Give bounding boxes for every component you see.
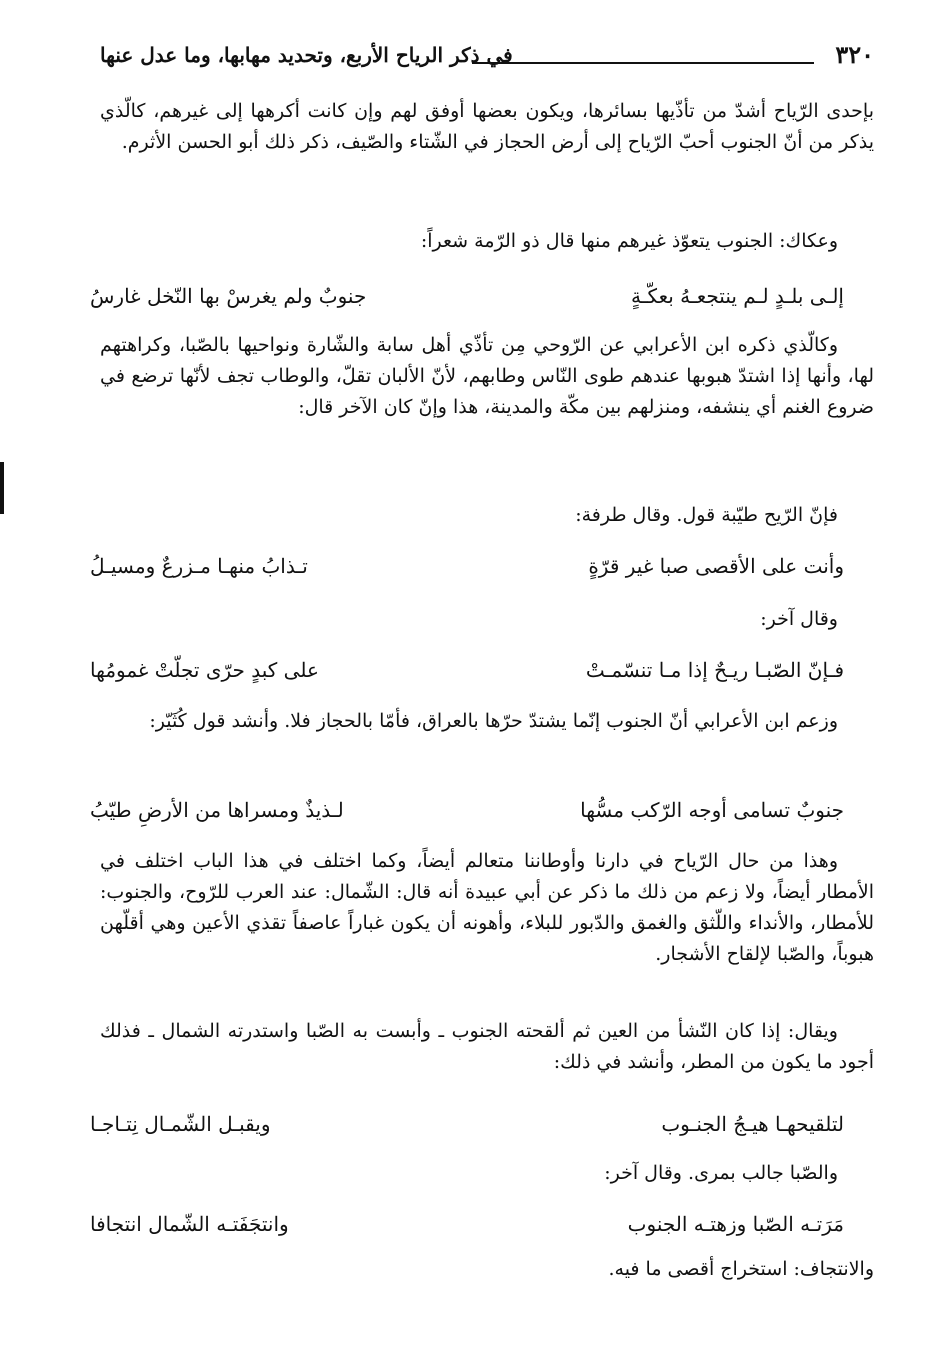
paragraph-7: وهذا من حال الرّياح في دارنا وأوطاننا متعالم أيضاً، وكما اختلف في هذا الباب اختلف في الأمطار أيضاً، ولا زعم من ذلك ما ذكر عن أبي عبيدة أنه قال: الشّمال: عند العرب للرّوح، والجنوب: للأمطار، والأنداء واللّثق والغمق والدّبور للبلاء، وأهونه أن يكون غباراً عاصفاً تقذي الأعين وهي أقلّهن هبوباً، والصّبا لإلقاح الأشجار.	[100, 850, 874, 965]
verse-hemistich-first: مَرَتـه الصّبا وزهتـه الجنوب	[627, 1212, 844, 1236]
verse-hemistich-first: جنوبٌ تسامى أوجه الرّكب مسُّها	[580, 798, 844, 822]
verse-hemistich-second: تـذابُ منهـا مـزرعٌ ومسيـلُ	[90, 554, 308, 578]
verse-5	[90, 1106, 844, 1142]
header-rule	[472, 62, 814, 64]
paragraph-5: وقال آخر:	[760, 608, 838, 630]
verse-hemistich-first: وأنت على الأقصى صبا غير قرّةٍ	[588, 554, 844, 578]
verse-1	[90, 278, 844, 314]
verse-hemistich-second: ويقبـل الشّمـال نِتـاجـا	[90, 1112, 271, 1136]
verse-hemistich-second: وانتجَفَتـه الشّمال انتجافا	[90, 1212, 289, 1236]
verse-3	[90, 652, 844, 688]
verse-2	[90, 548, 844, 584]
verse-hemistich-first: لتلقيحهـا هيـجُ الجنـوب	[661, 1112, 844, 1136]
verse-6	[90, 1206, 844, 1242]
verse-4	[90, 792, 844, 828]
verse-hemistich-second: جنوبٌ ولم يغرسْ بها النّخل غارسُ	[90, 284, 367, 308]
paragraph-6: وزعم ابن الأعرابي أنّ الجنوب إنّما يشتدّ حرّها بالعراق، فأمّا بالحجاز فلا. وأنشد قول كُثَيّر:	[149, 710, 838, 732]
paragraph-10: والانتجاف: استخراج أقصى ما فيه.	[608, 1258, 874, 1280]
paragraph-9: والصّبا جالب بمرى. وقال آخر:	[604, 1162, 838, 1184]
paragraph-3: وكالّذي ذكره ابن الأعرابي عن الرّوحي مِن تأذّي أهل سابة والشّارة ونواحيها بالصّبا، وكراهتهم لها، وأنها إذا اشتدّ هبوبها عندهم طوى النّاس وطابهم، لأنّ الألبان تقلّ، والوطاب تجف لأنّها ترضع في ضروع الغنم أي ينشفه، ومنزلهم بين مكّة والمدينة، هذا وإنّ كان الآخر قال:	[100, 334, 874, 418]
chapter-title: في ذكر الرياح الأربع، وتحديد مهابها، وما عدل عنها	[100, 43, 513, 67]
page-number: ٣٢٠	[835, 40, 874, 69]
paragraph-4: فإنّ الرّيح طيّبة قول. وقال طرفة:	[575, 504, 838, 526]
running-header	[100, 38, 874, 72]
paragraph-2: وعكاك: الجنوب يتعوّذ غيرهم منها قال ذو الرّمة شعراً:	[420, 230, 838, 252]
verse-hemistich-second: على كبدٍ حرّى تجلّتْ غمومُها	[90, 658, 319, 682]
paragraph-1: بإحدى الرّياح أشدّ من تأذّيها بسائرها، ويكون بعضها أوفق لهم وإن كانت أكرهها إلى غيرهم، كالّذي يذكر من أنّ الجنوب أحبّ الرّياح إلى أرض الحجاز في الشّتاء والصّيف، ذكر ذلك أبو الحسن الأثرم.	[100, 100, 874, 153]
scan-edge-mark	[0, 462, 4, 514]
verse-hemistich-first: فـإنّ الصّبـا ريـحٌ إذا مـا تنسّمـتْ	[585, 658, 844, 682]
verse-hemistich-second: لـذيذٌ ومسراها من الأرضِ طيّبُ	[90, 798, 344, 822]
verse-hemistich-first: إلـى بلـدٍ لـم ينتجعـهُ بعكّـةٍ	[630, 284, 844, 308]
paragraph-8: ويقال: إذا كان النّشأ من العين ثم ألقحته الجنوب ـ وأبست به الصّبا واستدرته الشمال ـ فذلك أجود ما يكون من المطر، وأنشد في ذلك:	[100, 1020, 874, 1073]
